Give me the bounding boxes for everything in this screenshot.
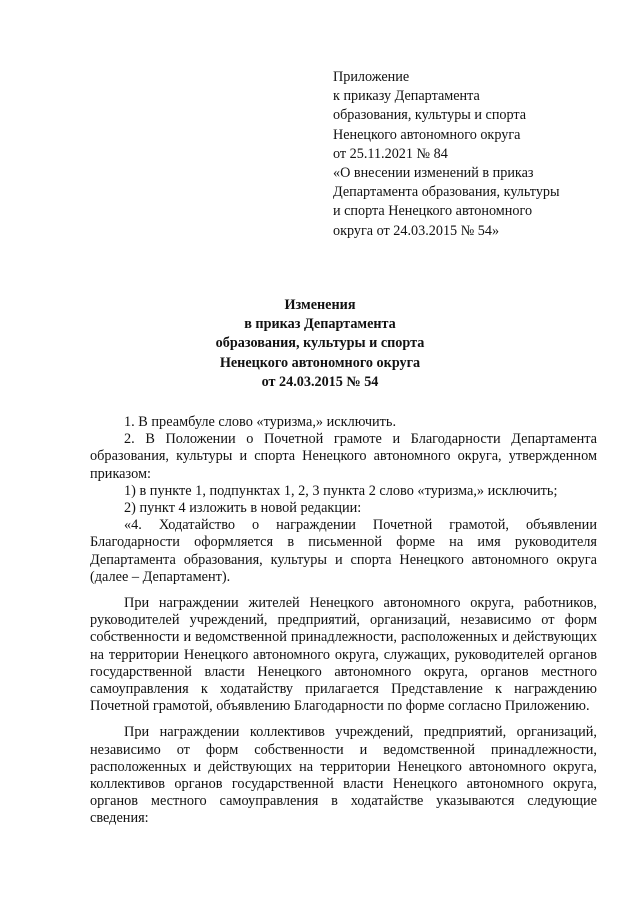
document-heading (0, 296, 640, 392)
appendix-line: к приказу Департамента (333, 88, 480, 105)
appendix-line: от 25.11.2021 № 84 (333, 145, 448, 162)
body-paragraph: 2) пункт 4 изложить в новой редакции: (124, 500, 362, 517)
document-body (90, 414, 597, 828)
appendix-line: и спорта Ненецкого автономного (333, 203, 533, 220)
appendix-line: «О внесении изменений в приказ (333, 165, 534, 182)
body-paragraph: При награждении коллективов учреждений, предприятий, организаций, независимо от форм собственности и ведомственной принадлежности, расположенных и действующих на территории Ненецкого автономного округа, коллективов органов государственной власти Ненецкого автономного округа, органов местного самоуправления в ходатайстве указываются следующие сведения: (90, 724, 597, 827)
appendix-block (333, 68, 623, 241)
body-paragraph: При награждении жителей Ненецкого автономного округа, работников, руководителей учреждений, предприятий, организаций, независимо от форм собственности и ведомственной принадлежности, расположенных и действующих на территории Ненецкого автономного округа, служащих, руководителей органов государственной власти Ненецкого автономного округа, органов местного самоуправления к ходатайству прилагается Представление к награждению Почетной грамотой, объявлению Благодарности по форме согласно Приложению. (90, 595, 597, 715)
body-paragraph: 1. В преамбуле слово «туризма,» исключить. (124, 414, 397, 430)
appendix-line: Ненецкого автономного округа (333, 126, 521, 143)
appendix-line: Департамента образования, культуры (333, 184, 560, 201)
heading-line: образования, культуры и спорта (215, 335, 425, 352)
appendix-line: округа от 24.03.2015 № 54» (333, 222, 500, 239)
heading-line: Ненецкого автономного округа (219, 354, 421, 371)
heading-line: Изменения (284, 297, 356, 313)
body-paragraph: «4. Ходатайство о награждении Почетной грамотой, объявлении Благодарности оформляется в письменной форме на имя руководителя Департамента образования, культуры и спорта Ненецкого автономного округа (далее – Департамент). (90, 517, 597, 585)
body-paragraph: 2. В Положении о Почетной грамоте и Благодарности Департамента образования, культуры и спорта Ненецкого автономного округа, утвержденном приказом: (90, 431, 597, 482)
appendix-line: образования, культуры и спорта (333, 107, 527, 124)
body-paragraph: 1) в пункте 1, подпунктах 1, 2, 3 пункта 2 слово «туризма,» исключить; (124, 482, 558, 499)
appendix-line: Приложение (333, 69, 410, 85)
heading-line: в приказ Департамента (244, 316, 396, 333)
heading-line: от 24.03.2015 № 54 (261, 373, 379, 390)
